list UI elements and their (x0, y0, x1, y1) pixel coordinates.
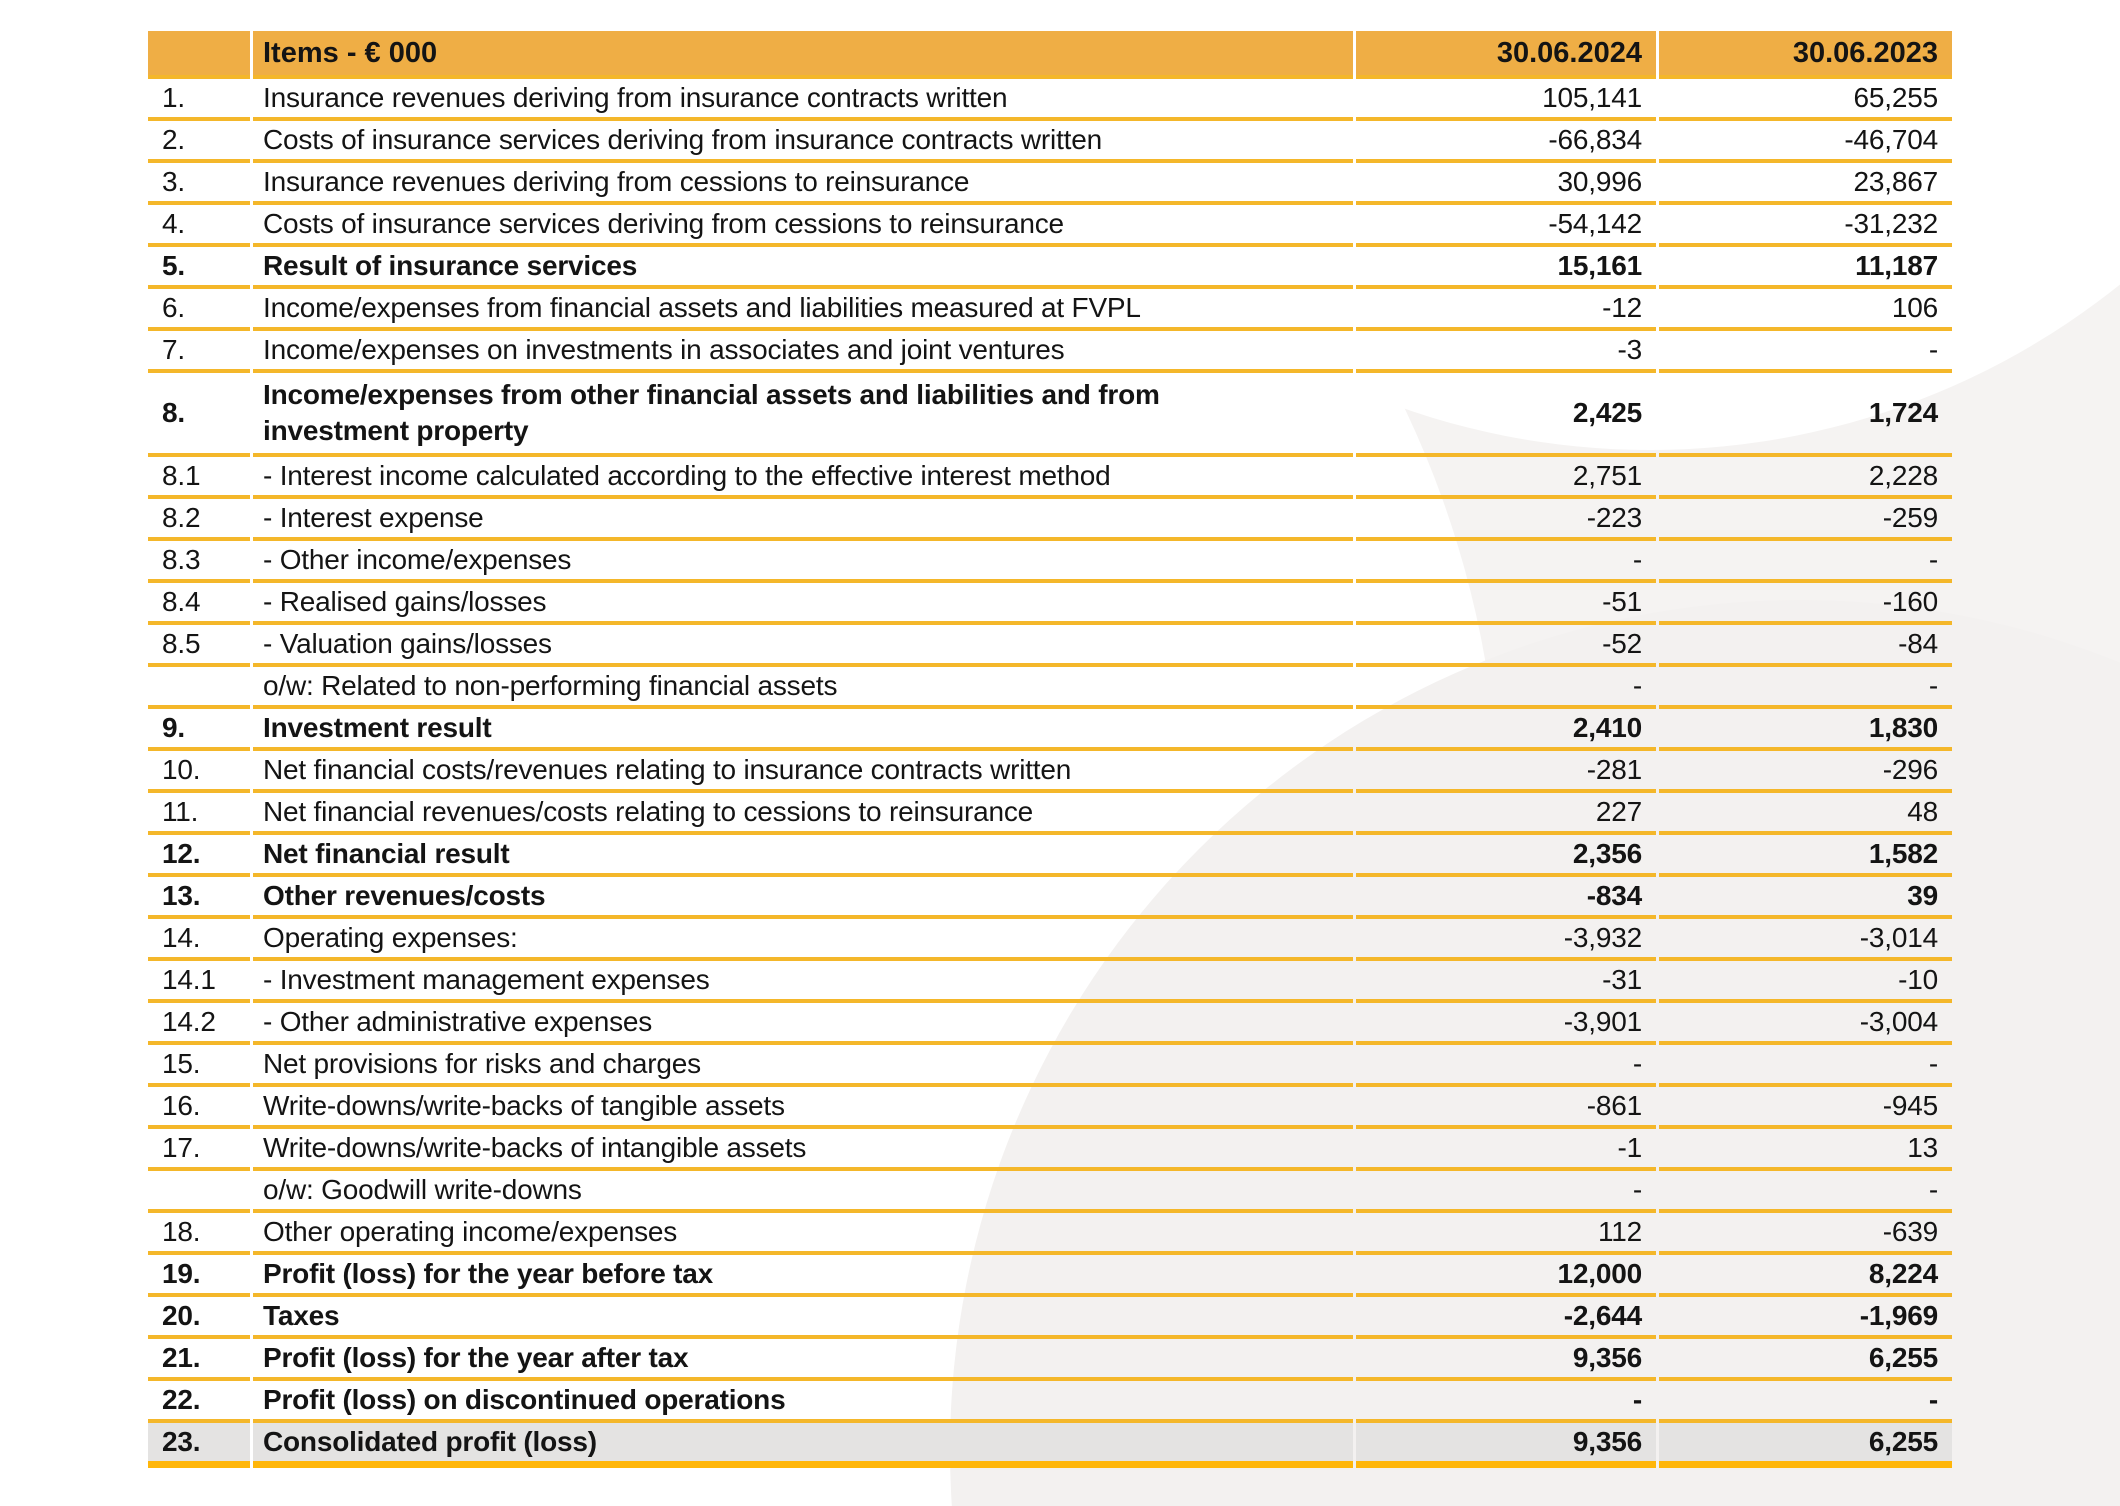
header-row (148, 31, 1952, 79)
value-2023: - (1659, 1381, 1952, 1423)
value-2023: 65,255 (1659, 79, 1952, 121)
value-2023: 6,255 (1659, 1339, 1952, 1381)
row-number: 21. (148, 1339, 250, 1381)
value-2023: -46,704 (1659, 121, 1952, 163)
row-label: Taxes (253, 1297, 1353, 1339)
row-label: Net financial revenues/costs relating to cessions to reinsurance (253, 793, 1353, 835)
row-number: 6. (148, 289, 250, 331)
row-label: Other operating income/expenses (253, 1213, 1353, 1255)
value-2024: -66,834 (1356, 121, 1656, 163)
row-number (148, 667, 250, 709)
row-label: Insurance revenues deriving from insurance contracts written (253, 79, 1353, 121)
row-label: - Interest income calculated according to the effective interest method (253, 457, 1353, 499)
row-label: Other revenues/costs (253, 877, 1353, 919)
table-row (148, 835, 1952, 877)
row-number: 16. (148, 1087, 250, 1129)
table-row (148, 961, 1952, 1003)
value-2023: -945 (1659, 1087, 1952, 1129)
row-number: 11. (148, 793, 250, 835)
row-label: Investment result (253, 709, 1353, 751)
row-number: 20. (148, 1297, 250, 1339)
row-label: Net financial result (253, 835, 1353, 877)
row-label: Write-downs/write-backs of intangible assets (253, 1129, 1353, 1171)
value-2024: -834 (1356, 877, 1656, 919)
table-row (148, 541, 1952, 583)
row-label: Insurance revenues deriving from cessions to reinsurance (253, 163, 1353, 205)
row-label-text: Income/expenses from other financial assets and liabilities and from investment property (263, 379, 1160, 446)
table-row (148, 877, 1952, 919)
table-row (148, 331, 1952, 373)
table-row (148, 1297, 1952, 1339)
row-number (148, 1171, 250, 1213)
value-2023: -639 (1659, 1213, 1952, 1255)
row-label: - Investment management expenses (253, 961, 1353, 1003)
value-2023: 11,187 (1659, 247, 1952, 289)
row-number: 22. (148, 1381, 250, 1423)
row-label: Result of insurance services (253, 247, 1353, 289)
row-label: Income/expenses from financial assets and liabilities measured at FVPL (253, 289, 1353, 331)
header-cell-items: Items - € 000 (253, 31, 1353, 79)
value-2024: - (1356, 1171, 1656, 1213)
value-2024: 12,000 (1356, 1255, 1656, 1297)
value-2024: - (1356, 541, 1656, 583)
row-number: 15. (148, 1045, 250, 1087)
row-number: 18. (148, 1213, 250, 1255)
value-2024: -31 (1356, 961, 1656, 1003)
table-row (148, 1381, 1952, 1423)
table-row (148, 1423, 1952, 1468)
row-number: 10. (148, 751, 250, 793)
value-2024: 112 (1356, 1213, 1656, 1255)
row-label: o/w: Goodwill write-downs (253, 1171, 1353, 1213)
table-row (148, 1003, 1952, 1045)
value-2024: -2,644 (1356, 1297, 1656, 1339)
value-2024: 2,751 (1356, 457, 1656, 499)
row-label: - Interest expense (253, 499, 1353, 541)
table-row (148, 1171, 1952, 1213)
row-number: 1. (148, 79, 250, 121)
row-number: 14. (148, 919, 250, 961)
header-cell-2024: 30.06.2024 (1356, 31, 1656, 79)
table-row (148, 793, 1952, 835)
row-label: Income/expenses on investments in associates and joint ventures (253, 331, 1353, 373)
row-number: 5. (148, 247, 250, 289)
value-2023: - (1659, 541, 1952, 583)
value-2024: -54,142 (1356, 205, 1656, 247)
row-label: Costs of insurance services deriving from cessions to reinsurance (253, 205, 1353, 247)
table-row (148, 163, 1952, 205)
value-2024: -51 (1356, 583, 1656, 625)
value-2024: -861 (1356, 1087, 1656, 1129)
table-row (148, 1087, 1952, 1129)
row-label: Write-downs/write-backs of tangible assets (253, 1087, 1353, 1129)
value-2023: -160 (1659, 583, 1952, 625)
value-2023: 23,867 (1659, 163, 1952, 205)
header-cell-number (148, 31, 250, 79)
value-2023: 2,228 (1659, 457, 1952, 499)
value-2023: 6,255 (1659, 1423, 1952, 1468)
row-label: o/w: Related to non-performing financial assets (253, 667, 1353, 709)
row-number: 2. (148, 121, 250, 163)
value-2024: -3,901 (1356, 1003, 1656, 1045)
value-2024: -52 (1356, 625, 1656, 667)
value-2023: - (1659, 1045, 1952, 1087)
value-2024: 2,356 (1356, 835, 1656, 877)
value-2023: 8,224 (1659, 1255, 1952, 1297)
table-row (148, 667, 1952, 709)
row-label: - Valuation gains/losses (253, 625, 1353, 667)
row-number: 8. (148, 373, 250, 457)
value-2023: 13 (1659, 1129, 1952, 1171)
value-2024: 2,410 (1356, 709, 1656, 751)
table-row (148, 1129, 1952, 1171)
table-row (148, 457, 1952, 499)
value-2024: -1 (1356, 1129, 1656, 1171)
table-row (148, 919, 1952, 961)
table-row (148, 1213, 1952, 1255)
value-2023: 106 (1659, 289, 1952, 331)
row-number: 3. (148, 163, 250, 205)
table-row (148, 121, 1952, 163)
row-label: Operating expenses: (253, 919, 1353, 961)
row-number: 8.5 (148, 625, 250, 667)
value-2024: -3 (1356, 331, 1656, 373)
table-row (148, 709, 1952, 751)
row-label: - Realised gains/losses (253, 583, 1353, 625)
row-number: 14.1 (148, 961, 250, 1003)
table-row (148, 499, 1952, 541)
row-number: 14.2 (148, 1003, 250, 1045)
value-2023: 1,830 (1659, 709, 1952, 751)
table-row (148, 289, 1952, 331)
table-row (148, 205, 1952, 247)
value-2024: - (1356, 1381, 1656, 1423)
table-header (148, 31, 1952, 79)
row-number: 8.4 (148, 583, 250, 625)
value-2023: -259 (1659, 499, 1952, 541)
value-2023: - (1659, 331, 1952, 373)
row-number: 23. (148, 1423, 250, 1468)
header-cell-2023: 30.06.2023 (1659, 31, 1952, 79)
table-row (148, 1339, 1952, 1381)
table-row (148, 79, 1952, 121)
row-label: Profit (loss) for the year after tax (253, 1339, 1353, 1381)
row-label: Net financial costs/revenues relating to insurance contracts written (253, 751, 1353, 793)
table-body (148, 79, 1952, 1468)
table-row (148, 1045, 1952, 1087)
table-row (148, 751, 1952, 793)
table-row (148, 1255, 1952, 1297)
row-label: - Other income/expenses (253, 541, 1353, 583)
value-2024: -223 (1356, 499, 1656, 541)
row-number: 4. (148, 205, 250, 247)
row-number: 8.1 (148, 457, 250, 499)
value-2023: -31,232 (1659, 205, 1952, 247)
row-number: 8.2 (148, 499, 250, 541)
row-label: Profit (loss) for the year before tax (253, 1255, 1353, 1297)
value-2024: 15,161 (1356, 247, 1656, 289)
row-label: Consolidated profit (loss) (253, 1423, 1353, 1468)
value-2023: -3,014 (1659, 919, 1952, 961)
income-statement-table (145, 31, 1955, 1468)
value-2024: - (1356, 667, 1656, 709)
value-2023: -10 (1659, 961, 1952, 1003)
value-2024: 9,356 (1356, 1423, 1656, 1468)
value-2024: - (1356, 1045, 1656, 1087)
row-number: 19. (148, 1255, 250, 1297)
value-2024: 30,996 (1356, 163, 1656, 205)
table-row (148, 625, 1952, 667)
row-label: Profit (loss) on discontinued operations (253, 1381, 1353, 1423)
row-number: 9. (148, 709, 250, 751)
value-2024: -3,932 (1356, 919, 1656, 961)
value-2023: -84 (1659, 625, 1952, 667)
value-2023: 1,724 (1659, 373, 1952, 457)
value-2023: 39 (1659, 877, 1952, 919)
value-2024: 105,141 (1356, 79, 1656, 121)
value-2024: 2,425 (1356, 373, 1656, 457)
row-number: 17. (148, 1129, 250, 1171)
value-2023: - (1659, 1171, 1952, 1213)
value-2023: -296 (1659, 751, 1952, 793)
table-row (148, 583, 1952, 625)
table-row (148, 247, 1952, 289)
table-row (148, 373, 1952, 457)
row-number: 8.3 (148, 541, 250, 583)
value-2023: 48 (1659, 793, 1952, 835)
value-2024: 227 (1356, 793, 1656, 835)
value-2024: 9,356 (1356, 1339, 1656, 1381)
row-label: - Other administrative expenses (253, 1003, 1353, 1045)
value-2024: -281 (1356, 751, 1656, 793)
row-number: 13. (148, 877, 250, 919)
value-2023: -3,004 (1659, 1003, 1952, 1045)
value-2024: -12 (1356, 289, 1656, 331)
row-label (253, 373, 1353, 457)
value-2023: -1,969 (1659, 1297, 1952, 1339)
row-number: 12. (148, 835, 250, 877)
value-2023: 1,582 (1659, 835, 1952, 877)
row-label: Costs of insurance services deriving from insurance contracts written (253, 121, 1353, 163)
value-2023: - (1659, 667, 1952, 709)
row-number: 7. (148, 331, 250, 373)
row-label: Net provisions for risks and charges (253, 1045, 1353, 1087)
